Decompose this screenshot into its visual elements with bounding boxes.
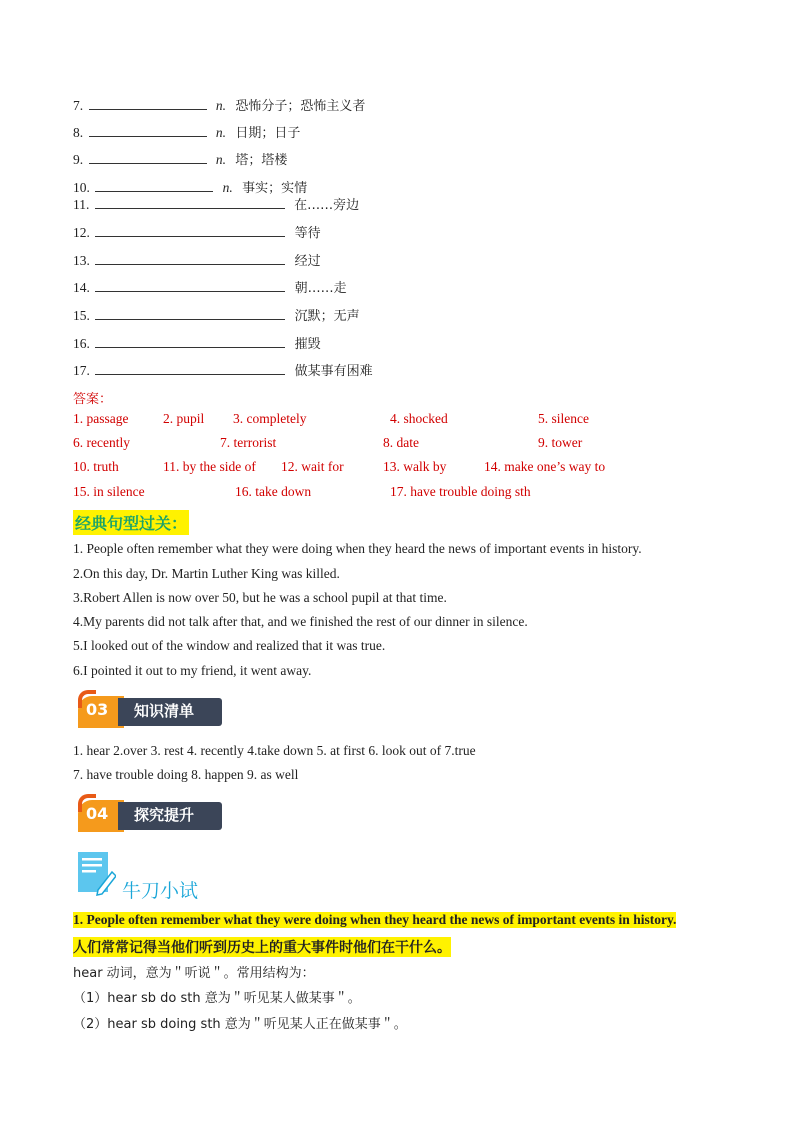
answer-item: 14. make one’s way to bbox=[484, 459, 606, 474]
banner-label: 知识清单 bbox=[134, 702, 195, 720]
vocab-line bbox=[73, 96, 365, 116]
answer-blank[interactable] bbox=[95, 223, 285, 237]
vocab-number: 8. bbox=[73, 125, 84, 140]
vocab-line bbox=[73, 306, 360, 326]
vocab-number: 12. bbox=[73, 225, 90, 240]
section-banner-03 bbox=[78, 696, 224, 728]
part-of-speech: n. bbox=[215, 152, 226, 167]
knowledge-line: 7. have trouble doing 8. happen 9. as well bbox=[73, 767, 299, 782]
explanation-line: （2）hear sb doing sth 意为＂听见某人正在做某事＂。 bbox=[73, 1017, 407, 1032]
section-banner-04 bbox=[78, 800, 224, 832]
answer-item: 11. by the side of bbox=[163, 459, 256, 474]
practice-title: 牛刀小试 bbox=[122, 880, 199, 902]
answer-blank[interactable] bbox=[95, 178, 213, 192]
answer-blank[interactable] bbox=[95, 361, 285, 375]
answer-blank[interactable] bbox=[95, 334, 285, 348]
banner-label: 探究提升 bbox=[134, 806, 195, 824]
explanation-line: hear 动词，意为＂听说＂。常用结构为： bbox=[73, 966, 315, 981]
sentence: 5.I looked out of the window and realized that it was true. bbox=[73, 638, 386, 653]
sentence: 2.On this day, Dr. Martin Luther King was killed. bbox=[73, 566, 340, 581]
vocab-meaning: 事实；实情 bbox=[242, 181, 308, 196]
vocab-number: 13. bbox=[73, 253, 90, 268]
answer-item: 3. completely bbox=[233, 411, 307, 426]
vocab-line bbox=[73, 361, 373, 381]
vocab-number: 15. bbox=[73, 308, 90, 323]
vocab-line bbox=[73, 251, 321, 271]
sentence: 3.Robert Allen is now over 50, but he was a school pupil at that time. bbox=[73, 590, 447, 605]
vocab-line bbox=[73, 150, 287, 170]
vocab-meaning: 经过 bbox=[294, 254, 321, 269]
answer-item: 4. shocked bbox=[390, 411, 448, 426]
vocab-line bbox=[73, 223, 321, 243]
vocab-meaning: 朝……走 bbox=[294, 281, 347, 296]
vocab-number: 16. bbox=[73, 336, 90, 351]
answer-item: 15. in silence bbox=[73, 484, 145, 499]
vocab-meaning: 做某事有困难 bbox=[294, 364, 373, 379]
answer-item: 2. pupil bbox=[163, 411, 205, 426]
vocab-number: 11. bbox=[73, 197, 90, 212]
part-of-speech: n. bbox=[222, 180, 233, 195]
explanation-line: （1）hear sb do sth 意为＂听见某人做某事＂。 bbox=[73, 991, 361, 1006]
answers-label: 答案： bbox=[73, 392, 113, 407]
vocab-number: 10. bbox=[73, 180, 90, 195]
sentence: 6.I pointed it out to my friend, it went away. bbox=[73, 663, 312, 678]
vocab-meaning: 沉默；无声 bbox=[294, 309, 360, 324]
answer-blank[interactable] bbox=[89, 96, 207, 110]
sentence: 4.My parents did not talk after that, and we finished the rest of our dinner in silence. bbox=[73, 614, 528, 629]
vocab-meaning: 恐怖分子；恐怖主义者 bbox=[235, 99, 366, 114]
vocab-line bbox=[73, 334, 321, 354]
answer-item: 9. tower bbox=[538, 435, 583, 450]
vocab-number: 14. bbox=[73, 280, 90, 295]
vocab-number: 7. bbox=[73, 98, 84, 113]
banner-number: 03 bbox=[86, 700, 109, 719]
answer-item: 7. terrorist bbox=[220, 435, 277, 450]
answer-blank[interactable] bbox=[95, 278, 285, 292]
sentences-title: 经典句型过关： bbox=[73, 510, 189, 535]
answer-blank[interactable] bbox=[95, 306, 285, 320]
vocab-number: 9. bbox=[73, 152, 84, 167]
vocab-meaning: 摧毁 bbox=[294, 337, 321, 352]
answer-item: 6. recently bbox=[73, 435, 130, 450]
answer-item: 10. truth bbox=[73, 459, 119, 474]
vocab-line bbox=[73, 278, 347, 298]
vocab-line bbox=[73, 123, 300, 143]
knowledge-line: 1. hear 2.over 3. rest 4. recently 4.take down 5. at first 6. look out of 7.true bbox=[73, 743, 476, 758]
answer-item: 5. silence bbox=[538, 411, 589, 426]
answer-item: 12. wait for bbox=[281, 459, 344, 474]
answer-item: 13. walk by bbox=[383, 459, 447, 474]
answer-item: 1. passage bbox=[73, 411, 129, 426]
vocab-meaning: 日期；日子 bbox=[235, 126, 301, 141]
vocab-line bbox=[73, 195, 359, 215]
answer-item: 17. have trouble doing sth bbox=[390, 484, 531, 499]
highlighted-translation: 人们常常记得当他们听到历史上的重大事件时他们在干什么。 bbox=[73, 937, 451, 957]
answer-item: 16. take down bbox=[235, 484, 312, 499]
answer-blank[interactable] bbox=[95, 251, 285, 265]
sentence: 1. People often remember what they were doing when they heard the news of important events in history. bbox=[73, 541, 642, 556]
answer-blank[interactable] bbox=[89, 123, 207, 137]
answer-item: 8. date bbox=[383, 435, 419, 450]
notepad-pencil-icon bbox=[76, 850, 116, 896]
answer-blank[interactable] bbox=[89, 150, 207, 164]
banner-number: 04 bbox=[86, 804, 109, 823]
vocab-meaning: 塔；塔楼 bbox=[235, 153, 288, 168]
part-of-speech: n. bbox=[215, 125, 226, 140]
vocab-meaning: 等待 bbox=[294, 226, 321, 241]
highlighted-sentence: 1. People often remember what they were doing when they heard the news of important events in history. bbox=[73, 912, 677, 927]
part-of-speech: n. bbox=[215, 98, 226, 113]
vocab-number: 17. bbox=[73, 363, 90, 378]
answer-blank[interactable] bbox=[95, 195, 285, 209]
vocab-meaning: 在……旁边 bbox=[294, 198, 360, 213]
